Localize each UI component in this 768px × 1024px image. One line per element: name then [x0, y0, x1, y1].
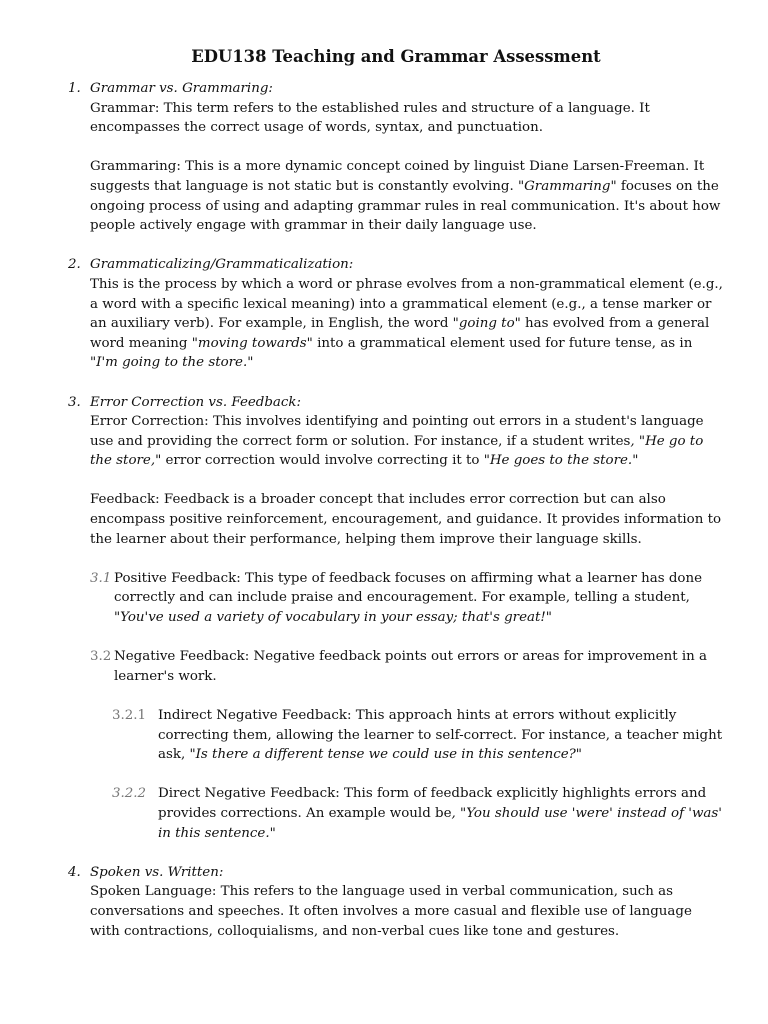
- paragraph: Indirect Negative Feedback: This approach hints at errors without explicitly correcting them, allowing the learner to self-correct. For instance, a teacher might ask, "Is there a different tense we could use in this sentence?": [158, 708, 723, 763]
- list-item-4: [68, 863, 724, 941]
- list-item-1: [68, 79, 724, 236]
- sub-item-number: 3.2: [90, 649, 112, 665]
- item-number: 4.: [68, 864, 81, 880]
- paragraph: Positive Feedback: This type of feedback focuses on affirming what a learner has done correctly and can include praise and encouragement. For example, telling a student, "You've used a variety of vocabulary in your essay; that's great!": [114, 570, 703, 626]
- paragraph: Grammaring: This is a more dynamic concept coined by linguist Diane Larsen-Freeman. It suggests that language is not static but is constantly evolving. "Grammaring" focuses on the ongoing process of using and adapting grammar rules in real communication. It's about how people actively engage with grammar in their daily language use.: [90, 159, 721, 234]
- paragraph: Error Correction: This involves identifying and pointing out errors in a student's language use and providing the correct form or solution. For instance, if a student writes, "He go to the store," error correction would involve correcting it to "He goes to the store.": [90, 414, 704, 469]
- sub-item-3-2: [90, 647, 724, 686]
- item-number: 2.: [68, 257, 81, 273]
- paragraph: Grammar: This term refers to the established rules and structure of a language. It encompasses the correct usage of words, syntax, and punctuation.: [90, 100, 650, 136]
- sub-item-number: 3.1: [90, 570, 112, 586]
- page-title: EDU138 Teaching and Grammar Assessment: [191, 47, 601, 66]
- list-item-3: [68, 393, 724, 844]
- sub-item-3-2-1: [90, 706, 724, 765]
- item-number: 3.: [68, 394, 81, 410]
- list-item-2: [68, 255, 724, 373]
- sub-item-number: 3.2.1: [112, 708, 147, 723]
- paragraph: Feedback: Feedback is a broader concept that includes error correction but can also encompass positive reinforcement, encouragement, and guidance. It provides information to the learner about their performance, helping them improve their language skills.: [90, 492, 722, 547]
- item-heading: Error Correction vs. Feedback:: [90, 394, 302, 410]
- paragraph: Direct Negative Feedback: This form of feedback explicitly highlights errors and provides corrections. An example would be, "You should use 'were' instead of 'was' in this sentence.": [158, 786, 722, 841]
- sub-item-number: 3.2.2: [112, 786, 147, 802]
- paragraph: Negative Feedback: Negative feedback points out errors or areas for improvement in a learner's work.: [114, 649, 707, 684]
- paragraph: Spoken Language: This refers to the language used in verbal communication, such as conversations and speeches. It often involves a more casual and flexible use of language with contractions, colloquialisms, and non-verbal cues like tone and gestures.: [90, 884, 692, 939]
- item-heading: Grammar vs. Grammaring:: [90, 81, 273, 96]
- paragraph: This is the process by which a word or phrase evolves from a non-grammatical element (e.g., a word with a specific lexical meaning) into a grammatical element (e.g., a tense marker or an auxiliary verb). For example, in English, the word "going to" has evolved from a general word meaning "moving towards" into a grammatical element used for future tense, as in "I'm going to the store.": [90, 276, 723, 371]
- item-number: 1.: [68, 81, 81, 96]
- sub-item-3-1: [90, 569, 724, 628]
- item-heading: Grammaticalizing/Grammaticalization:: [90, 257, 354, 273]
- item-heading: Spoken vs. Written:: [90, 864, 224, 880]
- sub-item-3-2-2: [90, 784, 724, 843]
